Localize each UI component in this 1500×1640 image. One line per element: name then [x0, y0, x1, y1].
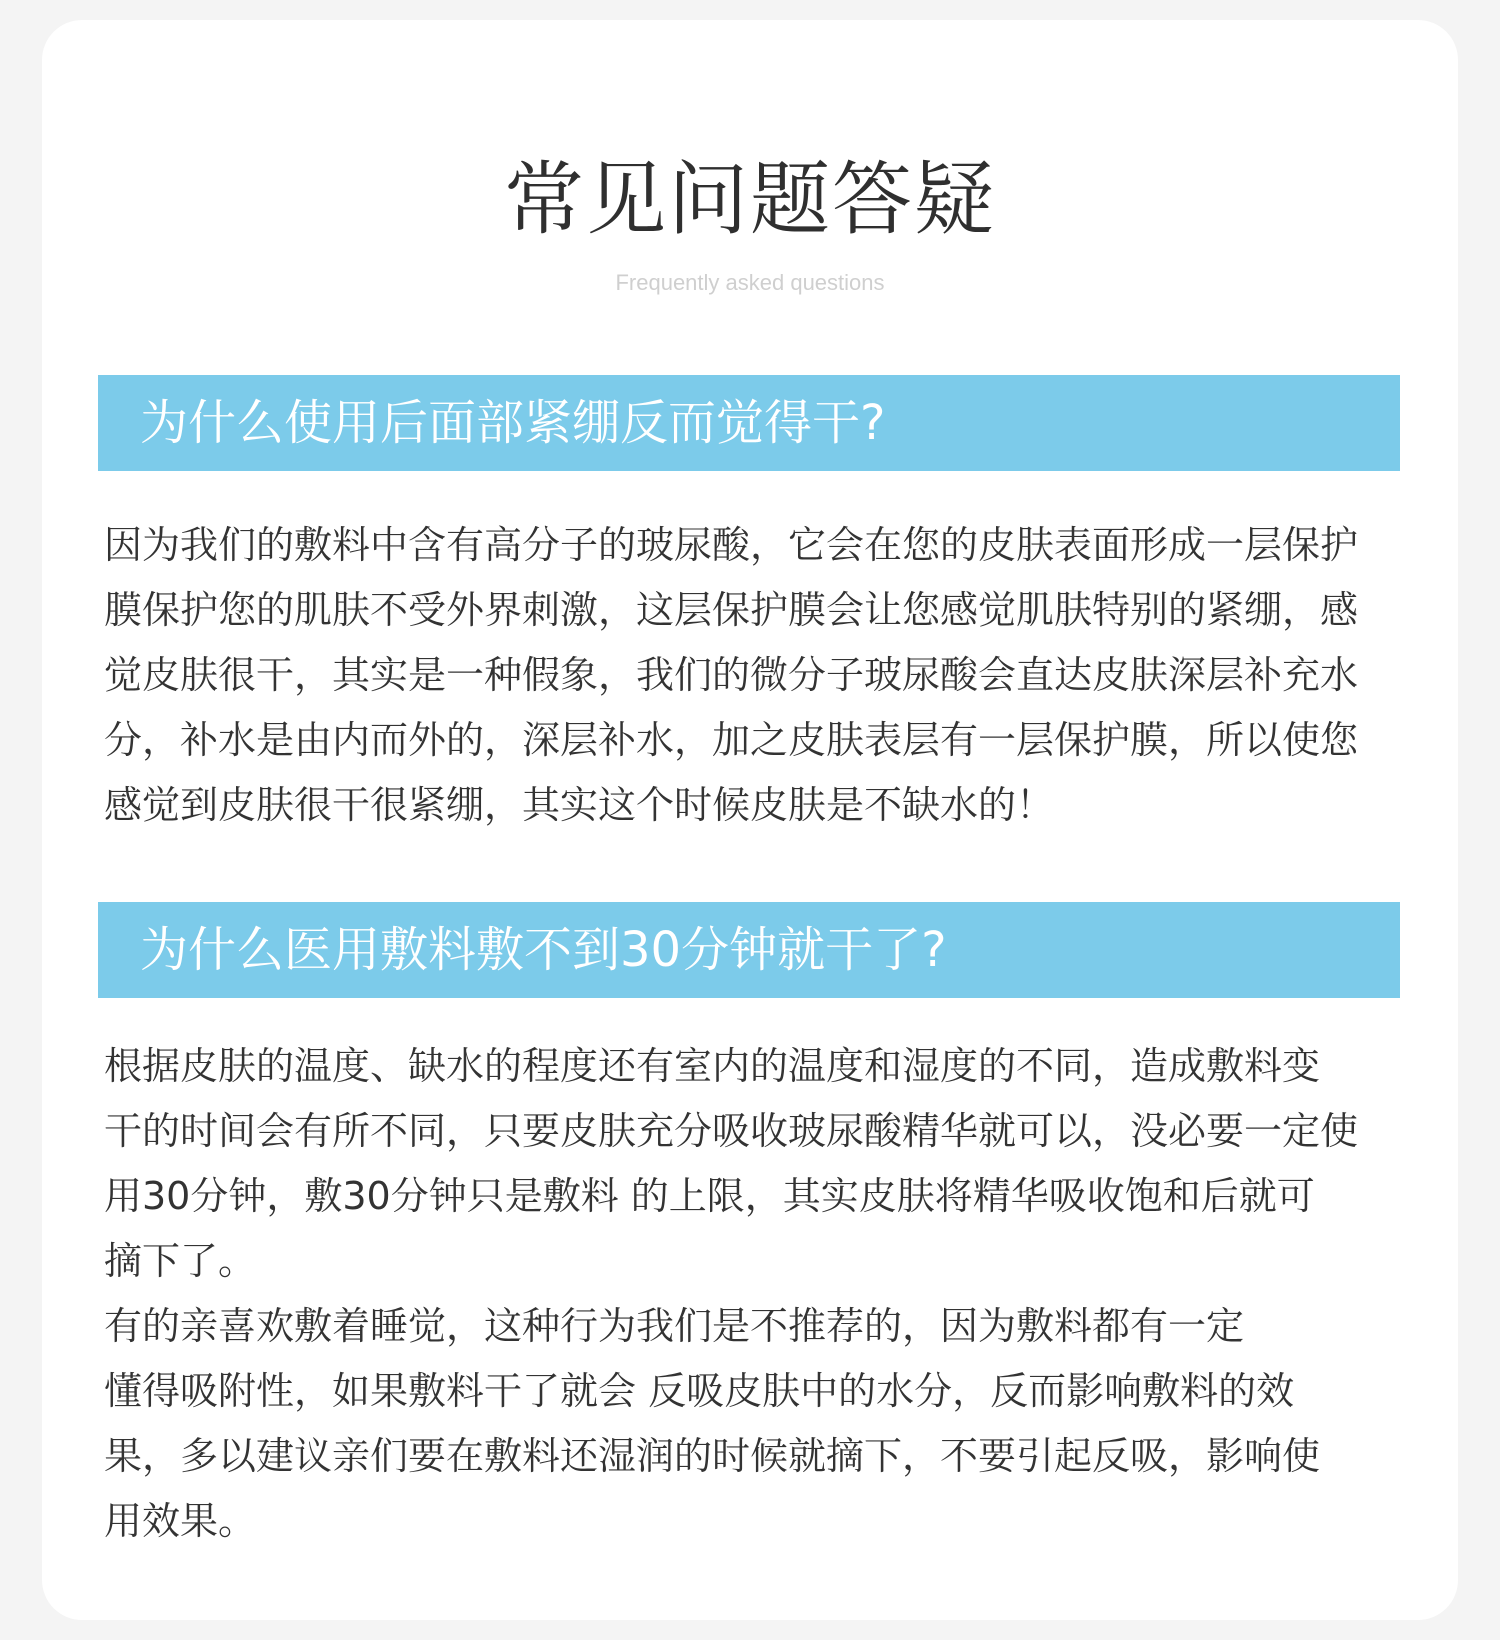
answer-line: 分，补水是由内而外的，深层补水，加之皮肤表层有一层保护膜，所以使您 — [104, 718, 1359, 762]
answer-line: 摘下了。 — [104, 1239, 257, 1283]
page-subtitle: Frequently asked questions — [615, 270, 885, 295]
answer-block-1 — [104, 513, 1404, 838]
question-banner-2: 为什么医用敷料敷不到30分钟就干了? — [98, 902, 1400, 998]
answer-line: 用30分钟，敷30分钟只是敷料 的上限，其实皮肤将精华吸收饱和后就可 — [104, 1174, 1315, 1218]
answer-line: 因为我们的敷料中含有高分子的玻尿酸，它会在您的皮肤表面形成一层保护 — [104, 523, 1359, 567]
answer-line: 有的亲喜欢敷着睡觉，这种行为我们是不推荐的，因为敷料都有一定 — [104, 1304, 1245, 1348]
page-title: 常见问题答疑 — [504, 153, 996, 246]
answer-line: 根据皮肤的温度、缺水的程度还有室内的温度和湿度的不同，造成敷料变 — [104, 1044, 1321, 1088]
answer-line: 懂得吸附性，如果敷料干了就会 反吸皮肤中的水分，反而影响敷料的效 — [104, 1369, 1295, 1413]
answer-line: 果，多以建议亲们要在敷料还湿润的时候就摘下，不要引起反吸，影响使 — [104, 1434, 1321, 1478]
answer-line: 用效果。 — [104, 1499, 257, 1543]
answer-line: 膜保护您的肌肤不受外界刺激，这层保护膜会让您感觉肌肤特别的紧绷，感 — [104, 588, 1359, 632]
answer-line: 觉皮肤很干，其实是一种假象，我们的微分子玻尿酸会直达皮肤深层补充水 — [104, 653, 1359, 697]
answer-block-2 — [104, 1034, 1404, 1554]
answer-line: 干的时间会有所不同，只要皮肤充分吸收玻尿酸精华就可以，没必要一定使 — [104, 1109, 1359, 1153]
answer-line: 感觉到皮肤很干很紧绷，其实这个时候皮肤是不缺水的！ — [104, 783, 1055, 827]
question-banner-1: 为什么使用后面部紧绷反而觉得干? — [98, 375, 1400, 471]
